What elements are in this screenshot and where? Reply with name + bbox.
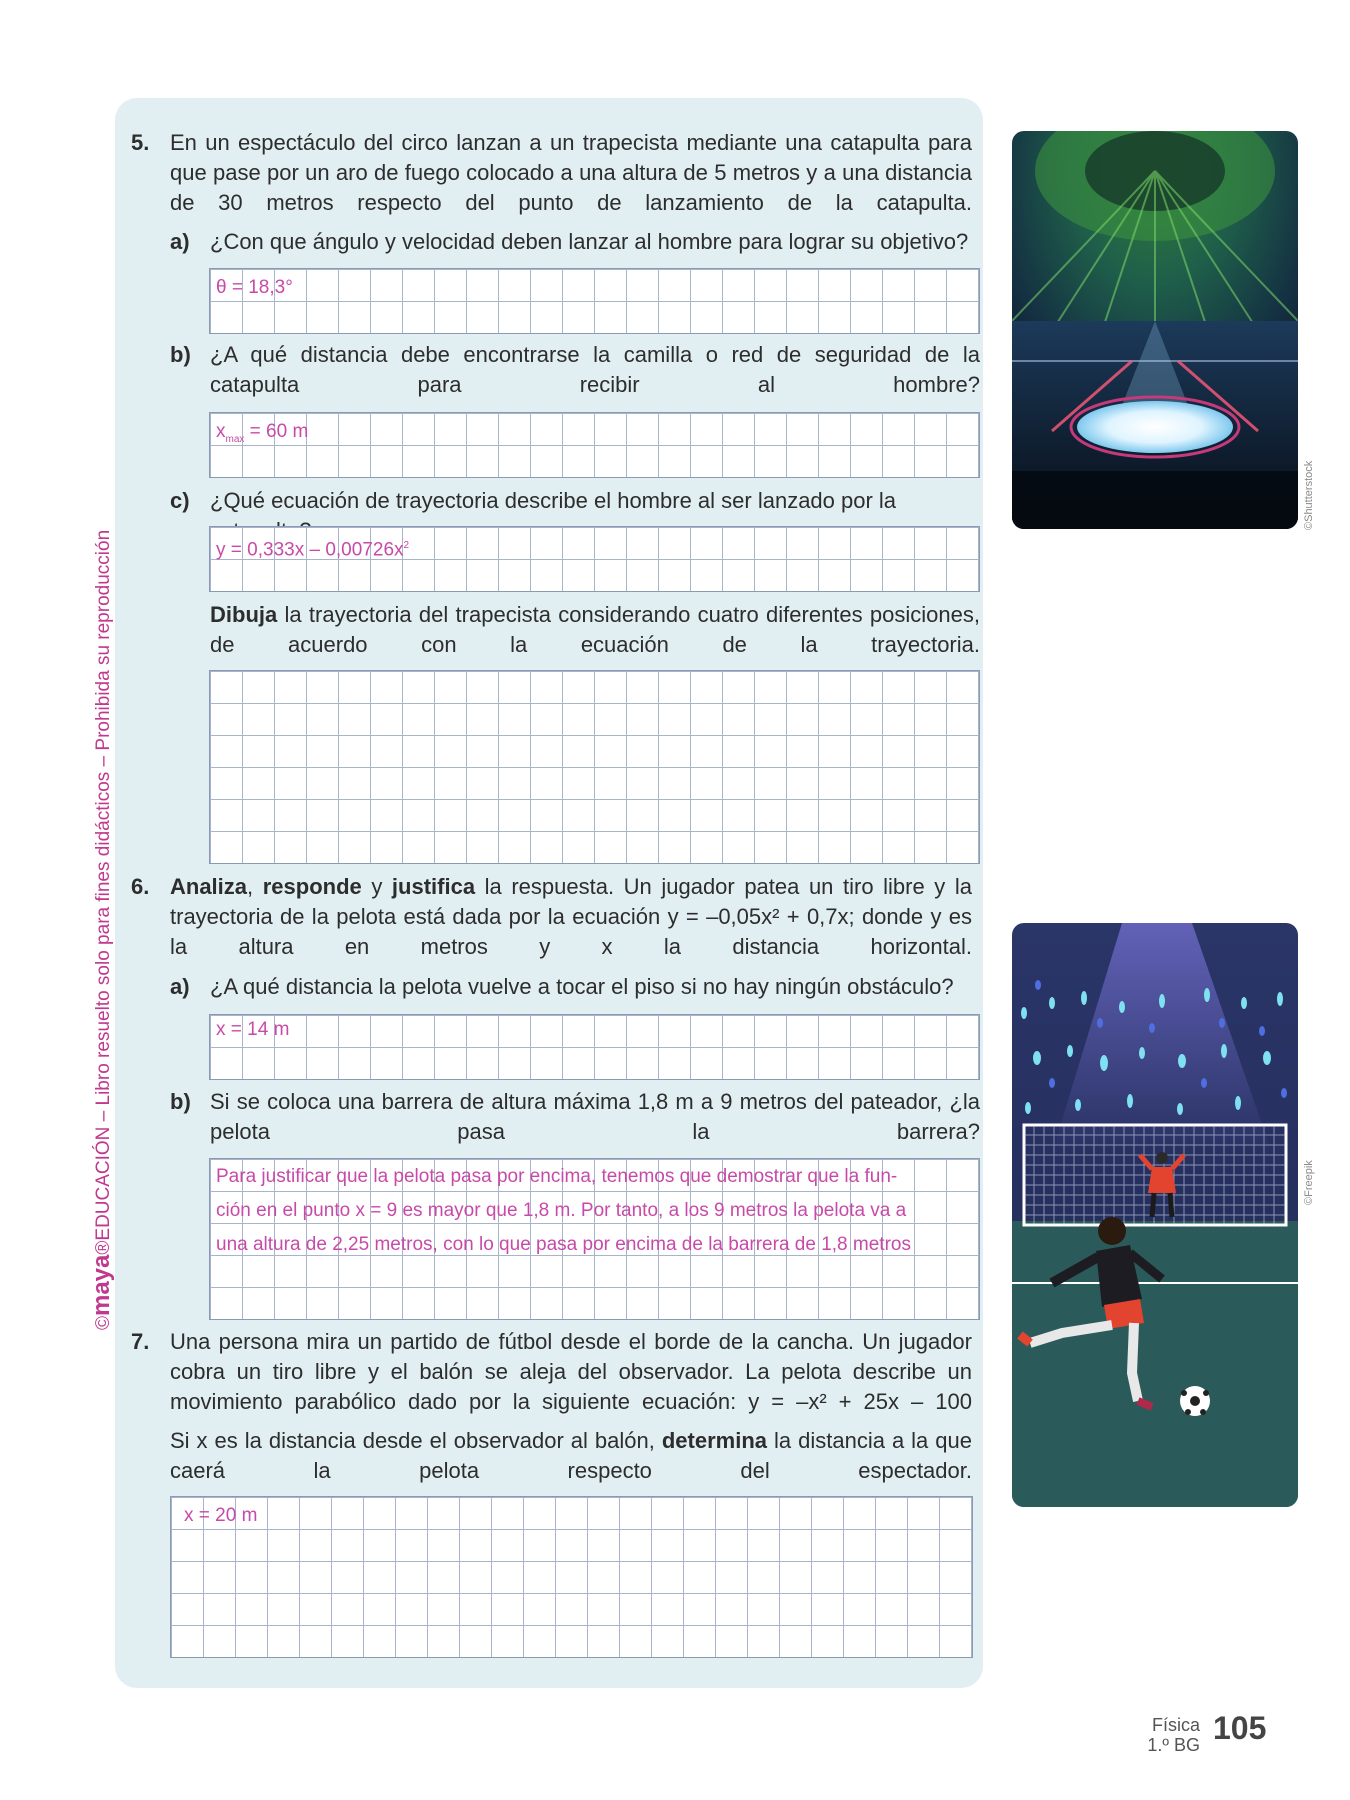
question-6-number: 6. — [131, 874, 150, 899]
q6b-text: Si se coloca una barrera de altura máxima 1,8 m a 9 metros del pateador, ¿la pelota pasa la barrera? — [210, 1089, 980, 1144]
answer-grid-6a[interactable] — [209, 1014, 980, 1080]
q5b-label: b) — [170, 342, 191, 367]
question-7-text: Una persona mira un partido de fútbol desde el borde de la cancha. Un jugador cobra un tiro libre y el balón se aleja del observador. La pelota describe un movimiento parabólico dado por la siguiente ecuación: y = –x² + 25x – 100 — [170, 1329, 972, 1414]
brand-logo: maya — [88, 1254, 115, 1316]
drawing-grid-5[interactable] — [209, 670, 980, 864]
photo-credit-2: ©Freepik — [1303, 1160, 1315, 1205]
page-number: 105 — [1213, 1710, 1267, 1746]
question-5-number: 5. — [131, 130, 150, 155]
question-7-number: 7. — [131, 1329, 150, 1354]
answer-5b: $x_{max} = 60$ m — [216, 421, 309, 445]
q5a-text: ¿Con que ángulo y velocidad deben lanzar al hombre para lograr su objetivo? — [210, 229, 969, 254]
q5c-label: c) — [170, 488, 190, 513]
answer-grid-5b[interactable] — [209, 412, 980, 478]
q5b-text: ¿A qué distancia debe encontrarse la camilla o red de seguridad de la catapulta para recibir al hombre? — [210, 342, 980, 397]
soccer-free-kick-illustration — [1012, 923, 1298, 1507]
q6a-text: ¿A qué distancia la pelota vuelve a tocar el piso si no hay ningún obstáculo? — [210, 974, 954, 999]
question-7-text-2: Si x es la distancia desde el observador al balón, determina la distancia a la que caerá la pelota respecto del espectador. — [170, 1428, 972, 1483]
soccer-ball-icon — [1180, 1386, 1210, 1416]
question-6-text: Analiza, responde y justifica la respuesta. Un jugador patea un tiro libre y la trayectoria de la pelota está dada por la ecuación y = –0,05x² + 0,7x; donde y es la altura en metros y x la distancia horizontal. — [170, 874, 972, 959]
footer-subject: Física 1.º BG — [1147, 1715, 1200, 1755]
answer-6b-line-1: Para justificar que la pelota pasa por encima, tenemos que demostrar que la fun- — [216, 1166, 898, 1187]
answer-grid-5a[interactable] — [209, 268, 980, 334]
q6a-label: a) — [170, 974, 190, 999]
circus-arena-illustration — [1012, 131, 1298, 529]
q5c-text: ¿Qué ecuación de trayectoria describe el hombre al ser lanzado por la — [210, 488, 897, 513]
circus-arena-photo — [1012, 131, 1298, 529]
answer-6b-line-2: ción en el punto x = 9 es mayor que 1,8 m. Por tanto, a los 9 metros la pelota va a — [216, 1200, 907, 1221]
q6b-label: b) — [170, 1089, 191, 1114]
soccer-scene — [1012, 923, 1298, 1507]
answer-7: x = 20 m — [184, 1505, 258, 1526]
answer-6a: x = 14 m — [216, 1019, 290, 1040]
q5a-label: a) — [170, 229, 190, 254]
question-5-text: En un espectáculo del circo lanzan a un trapecista mediante una catapulta para que pase por un aro de fuego colocado a una altura de 5 metros y a una distancia de 30 metros respecto del punto de lanzamiento de la catapulta. — [170, 130, 972, 215]
answer-5a: θ = 18,3° — [216, 277, 293, 298]
answer-grid-7[interactable] — [170, 1496, 973, 1658]
answer-6b-line-3: una altura de 2,25 metros, con lo que pasa por encima de la barrera de 1,8 metros — [216, 1234, 911, 1255]
photo-credit-1: ©Shutterstock — [1303, 460, 1315, 530]
answer-5c: $y = 0,333x - 0,00726x^2$ — [216, 539, 410, 561]
q5-draw-instruction: Dibuja la trayectoria del trapecista considerando cuatro diferentes posiciones, de acuerdo con la ecuación de la trayectoria. — [210, 602, 980, 657]
copyright-sidebar: ©maya®EDUCACIÓN – Libro resuelto solo para fines didácticos – Prohibida su reproducción — [88, 529, 115, 1330]
